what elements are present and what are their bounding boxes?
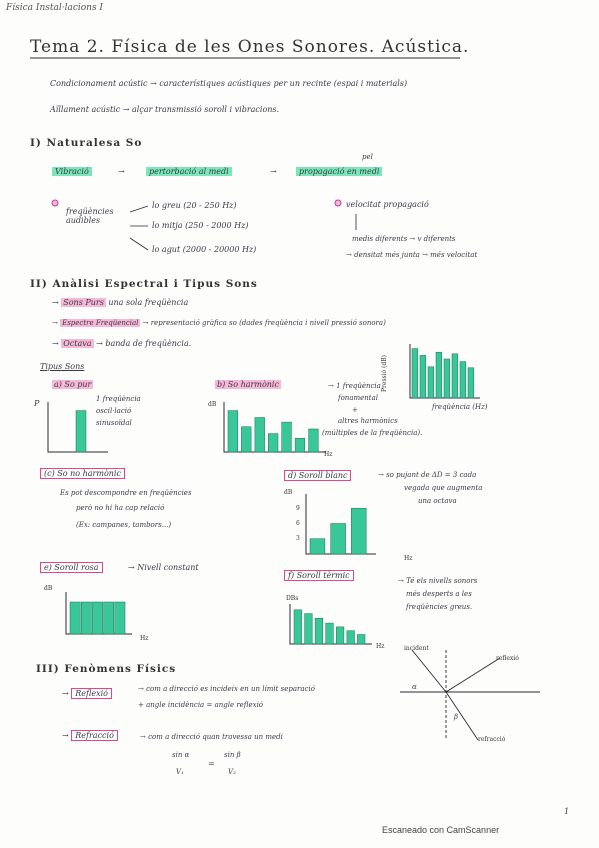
desc-octava: → banda de freqüència.	[96, 339, 192, 348]
section-3-heading: III) Fenòmens Físics	[36, 663, 177, 675]
velocity-item-1: medis diferents → v diferents	[352, 235, 456, 243]
page-number: 1	[564, 807, 570, 816]
soroll-rosa-bar-5	[115, 602, 125, 634]
reflexio-line-2: + angle incidència = angle reflexió	[138, 701, 264, 709]
freq-label: freqüències audibles	[66, 207, 114, 225]
type-b-note-5: (múltiples de la freqüència).	[322, 429, 423, 437]
freq-arrows	[130, 206, 148, 250]
chain-step-1: Vibració	[52, 167, 92, 176]
spectrum-bar-6	[452, 354, 458, 398]
so-harmonic-bar-3	[255, 418, 265, 453]
freq-agut: lo agut (2000 - 20000 Hz)	[152, 245, 257, 254]
type-e-title: e) Soroll rosa	[40, 562, 103, 573]
type-a-ylabel: P	[34, 399, 40, 408]
section-2-heading: II) Anàlisi Espectral i Tipus Sons	[30, 278, 258, 290]
spectrum-bar-7	[460, 362, 466, 398]
type-b-note-4: altres harmònics	[338, 417, 398, 425]
spectrum-xlabel: freqüència (Hz)	[432, 403, 488, 411]
chart-bars	[70, 349, 477, 644]
page-title: Tema 2. Física de les Ones Sonores. Acústica.	[30, 37, 470, 57]
type-d-tick-9: 9	[296, 505, 300, 512]
type-d-tick-3: 3	[296, 535, 300, 542]
soroll-termic-bar-1	[294, 610, 302, 644]
spectrum-bar-3	[428, 367, 434, 398]
type-c-note-2: però no hi ha cap relació	[76, 504, 165, 512]
spectrum-bar-5	[444, 359, 450, 398]
type-a-note-1: 1 freqüència	[96, 395, 141, 403]
soroll-blanc-bar-1	[310, 539, 325, 554]
refraccio-title: Refracció	[71, 730, 118, 741]
soroll-termic-bar-2	[305, 614, 313, 644]
type-e-note: → Nivell constant	[128, 563, 199, 572]
type-f-title: f) Soroll tèrmic	[284, 570, 354, 581]
soroll-blanc-bar-2	[331, 524, 346, 555]
type-b-note-2: fonamental	[338, 394, 379, 402]
formula-den-right: V₂	[228, 768, 236, 776]
so-harmonic-bar-7	[309, 429, 319, 452]
type-e-ylabel: dB	[44, 585, 53, 592]
type-d-tick-6: 6	[296, 520, 300, 527]
type-d-xlabel: Hz	[404, 555, 413, 562]
so-harmonic-bar-6	[295, 438, 305, 452]
soroll-rosa-bar-1	[70, 602, 80, 634]
sons-purs-line: → Sons Purs una sola freqüència	[52, 298, 189, 307]
spectrum-bar-1	[412, 349, 418, 398]
formula-num-right: sin β	[224, 751, 241, 759]
section-1-heading: I) Naturalesa So	[30, 137, 143, 149]
so-pur-bar-1	[76, 411, 86, 452]
soroll-rosa-bar-3	[92, 602, 102, 634]
formula-den-left: V₁	[176, 768, 184, 776]
formula-num-left: sin α	[172, 751, 190, 759]
intro-line-2: Aïllament acústic → alçar transmissió soroll i vibracions.	[50, 105, 280, 114]
so-harmonic-bar-4	[268, 434, 278, 452]
type-d-ylabel: dB	[284, 489, 293, 496]
soroll-rosa-bar-4	[104, 602, 114, 634]
type-f-note-1: → Té els nivells sonors	[398, 577, 478, 585]
chain-step-3: propagació en medi	[296, 167, 382, 176]
bullet-freq	[52, 200, 58, 206]
incident-ray	[412, 650, 446, 692]
tipus-heading: Tipus Sons	[40, 362, 85, 371]
type-f-note-3: freqüències greus.	[406, 603, 473, 611]
type-d-note-3: una octava	[418, 497, 457, 505]
so-harmonic-bar-1	[228, 411, 238, 452]
type-b-title: b) So harmònic	[217, 380, 279, 389]
type-f-xlabel: Hz	[376, 643, 385, 650]
chain-arrow-1: →	[118, 167, 125, 176]
type-b-note-3: +	[352, 406, 358, 414]
soroll-rosa-bar-2	[81, 602, 91, 634]
refraccio-term: → Refracció	[62, 732, 118, 741]
freq-mitja: lo mitja (250 - 2000 Hz)	[152, 221, 249, 230]
diagram-beta: β	[454, 713, 459, 721]
soroll-termic-bar-4	[326, 623, 334, 644]
type-c-note-3: (Ex: campanes, tambors...)	[76, 521, 172, 529]
term-sons-purs: Sons Purs	[63, 298, 104, 307]
desc-sons-purs: una sola freqüència	[108, 298, 189, 307]
spectrum-bar-2	[420, 355, 426, 398]
refraction-diagram	[400, 650, 540, 740]
espectre-line: → Espectre Freqüencial → representació gràfica so (dades freqüència i nivell pressió sonora)	[52, 319, 386, 327]
soroll-termic-bar-6	[347, 631, 355, 644]
formula-equals: =	[208, 759, 215, 768]
soroll-termic-bar-5	[336, 627, 344, 644]
reflexio-title: Reflexió	[71, 688, 112, 699]
refraccio-line: → com a direcció quan travessa un medi	[140, 733, 283, 741]
desc-espectre: → representació gràfica so (dades freqüència i nivell pressió sonora)	[142, 319, 386, 327]
type-d-title: d) Soroll blanc	[284, 470, 351, 481]
octava-line: → Octava → banda de freqüència.	[52, 339, 192, 348]
so-harmonic-bar-5	[282, 422, 292, 452]
scanner-watermark: Escaneado con CamScanner	[382, 825, 500, 835]
bullet-velocity	[335, 200, 341, 206]
type-b-ylabel: dB	[208, 401, 217, 408]
type-f-ylabel: DBs	[286, 595, 299, 602]
chain-step-2: pertorbació al medi	[146, 167, 232, 176]
chain-superscript: pel	[362, 153, 373, 161]
intro-line-1: Condicionament acústic → característiques acústiques per un recinte (espai i materials)	[50, 79, 408, 88]
reflected-ray	[446, 658, 500, 692]
type-a-title: a) So pur	[54, 380, 92, 389]
diagram-refracted-label: refracció	[478, 736, 506, 743]
spectrum-bar-4	[436, 352, 442, 398]
reflexio-term: → Reflexió	[62, 690, 112, 699]
spectrum-bar-8	[468, 368, 474, 398]
type-f-note-2: més desperts a les	[406, 590, 472, 598]
type-d-note-1: → so pujant de ΔD = 3 cada	[378, 471, 477, 479]
course-header: Física Instal·lacions I	[6, 3, 103, 13]
type-a-note-3: sinusoïdal	[96, 419, 132, 427]
type-d-note-2: vegada que augmenta	[404, 484, 483, 492]
reflexio-line-1: → com a direcció es incideix en un límit separació	[138, 685, 315, 693]
type-a-note-2: oscil·lació	[96, 407, 132, 415]
type-b-note-1: → 1 freqüència	[328, 382, 381, 390]
type-b-xlabel: Hz	[324, 451, 333, 458]
term-espectre: Espectre Freqüencial	[62, 319, 139, 327]
spectrum-ylabel: Pressió (dB)	[381, 355, 388, 392]
diagram-reflected-label: reflexió	[496, 655, 519, 662]
type-c-note-1: Es pot descompondre en freqüències	[60, 489, 192, 497]
soroll-termic-bar-3	[315, 618, 323, 644]
so-harmonic-bar-2	[241, 427, 251, 452]
velocity-label: velocitat propagació	[346, 200, 429, 209]
velocity-item-2: → densitat més junta → més velocitat	[346, 251, 478, 259]
diagram-alpha: α	[412, 683, 417, 691]
chain-arrow-2: →	[270, 167, 277, 176]
freq-greu: lo greu (20 - 250 Hz)	[152, 201, 237, 210]
diagram-incident-label: incident	[404, 645, 429, 652]
type-c-title: (c) So no harmònic	[40, 468, 125, 479]
soroll-termic-bar-7	[357, 635, 365, 645]
soroll-blanc-bar-3	[351, 508, 366, 554]
term-octava: Octava	[63, 339, 92, 348]
refracted-ray	[446, 692, 478, 740]
type-e-xlabel: Hz	[140, 635, 149, 642]
